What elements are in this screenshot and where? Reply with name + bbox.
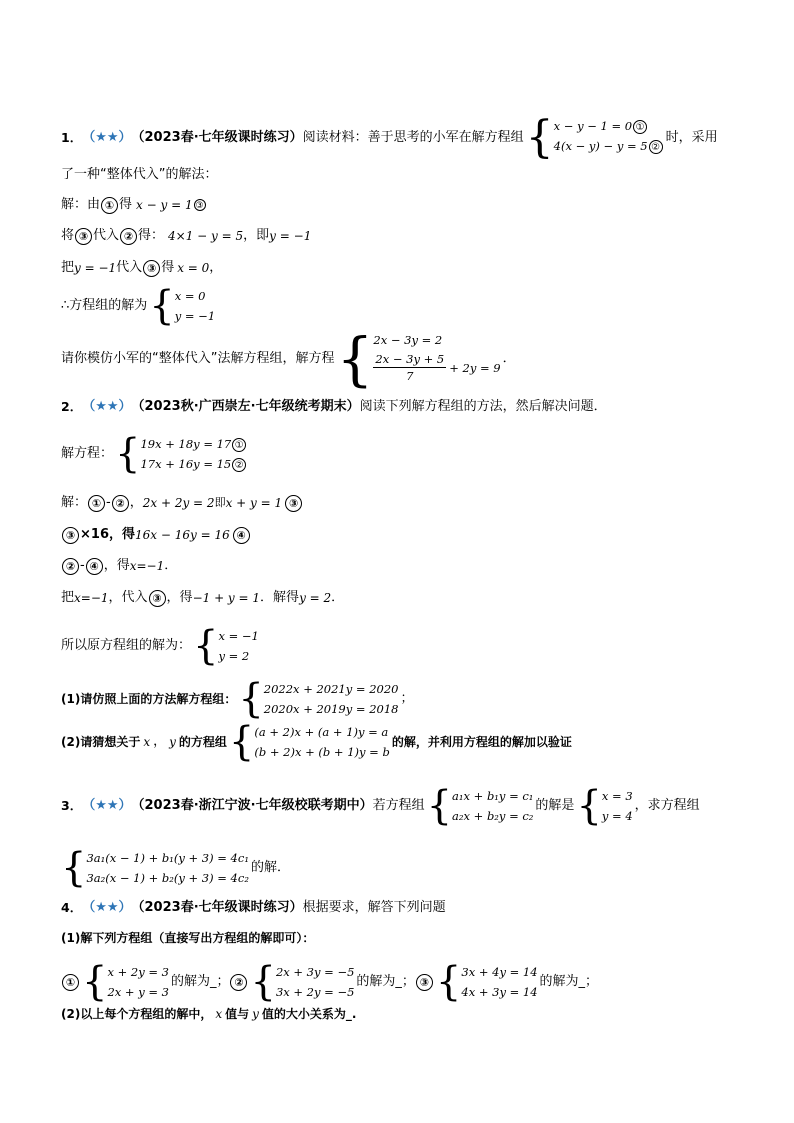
q2-equation-system: { 19x + 18y = 17 ① 17x + 16y = 15 ② bbox=[115, 434, 247, 474]
q1-heading bbox=[61, 112, 718, 163]
q2-heading: 2． （★★） （2023秋·广西崇左·七年级统考期末） 阅读下列解方程组的方法，然后解决问题． bbox=[61, 399, 607, 414]
q4-part-2: (2)以上每个方程组的解中， x 值与 y 值的大小关系为_. bbox=[61, 1007, 357, 1021]
brace-icon: { bbox=[228, 719, 255, 765]
brace-icon: { bbox=[61, 845, 87, 891]
q1-number: 1． bbox=[61, 130, 83, 145]
brace-icon: { bbox=[250, 959, 276, 1005]
q1-line-2: 了一种“整体代入”的解法： bbox=[61, 167, 218, 182]
q2-part1-system: { 2022x + 2021y = 2020 2020x + 2019y = 2018 bbox=[238, 676, 399, 722]
q3-target-system: { 3a₁(x − 1) + b₁(y + 3) = 4c₁ 3a₂(x − 1) + b₂(y + 3) = 4c₂ bbox=[61, 845, 249, 891]
q4-system-b: { 2x + 3y = −5 3x + 2y = −5 bbox=[250, 959, 355, 1005]
brace-icon: { bbox=[193, 623, 219, 669]
brace-icon: { bbox=[576, 783, 602, 829]
q4-difficulty-stars: （★★） bbox=[82, 900, 132, 915]
q1-text-2: 时，采用 bbox=[665, 130, 718, 145]
q2-solution-system: { x = −1 y = 2 bbox=[193, 623, 259, 669]
q2-line-5: ② - ④ ，得 x=−1 ． bbox=[61, 557, 177, 575]
brace-icon: { bbox=[525, 112, 554, 163]
q1-line-6: ∴方程组的解为 { x = 0 y = −1 bbox=[61, 283, 216, 329]
q4-systems-row: ① { x + 2y = 3 2x + y = 3 的解为_； ② { 2x + 3y = −5 3x + 2y = −5 的解为_； ③ { 3x + 4y = 14 4x + 3y = 14 的解为_； bbox=[61, 962, 598, 1002]
q2-number: 2． bbox=[61, 399, 83, 414]
q2-source: （2023秋·广西崇左·七年级统考期末） bbox=[131, 399, 360, 414]
q3-line-2: { 3a₁(x − 1) + b₁(y + 3) = 4c₁ 3a₂(x − 1) + b₂(y + 3) = 4c₂ 的解． bbox=[61, 845, 290, 891]
q2-line-7: 所以原方程组的解为： { x = −1 y = 2 bbox=[61, 623, 259, 669]
brace-icon: { bbox=[115, 431, 141, 477]
q2-line-3: 解： ① - ② ， 2x + 2y = 2 即 x + y = 1 ③ bbox=[61, 494, 303, 512]
q2-part2-system: { (a + 2)x + (a + 1)y = a (b + 2)x + (b + 1)y = b bbox=[228, 719, 390, 765]
q1-text-1: 阅读材料：善于思考的小军在解方程组 bbox=[302, 130, 524, 145]
q1-line-7: 请你模仿小军的“整体代入”法解方程组，解方程 { 2x − 3y = 2 $\frac{2x - 3y + 5}{7}$ + 2y = 9 ． bbox=[61, 325, 516, 393]
brace-icon: { bbox=[336, 325, 374, 393]
q2-line-6: 把 x=−1 ，代入 ③ ，得 −1 + y = 1 ．解得 y = 2 ． bbox=[61, 590, 345, 605]
q4-system-c: { 3x + 4y = 14 4x + 3y = 14 bbox=[435, 959, 538, 1005]
q3-heading: 3． （★★） （2023春·浙江宁波·七年级校联考期中） 若方程组 { a₁x + b₁y = c₁ a₂x + b₂y = c₂ 的解是 { x = 3 y = 4 ，求方程组 bbox=[61, 783, 700, 829]
brace-icon: { bbox=[435, 959, 462, 1005]
q4-source: （2023春·七年级课时练习） bbox=[131, 900, 303, 915]
q4-system-a: { x + 2y = 3 2x + y = 3 bbox=[82, 959, 169, 1005]
q1-source: （2023春·七年级课时练习） bbox=[131, 130, 303, 145]
q1-equation-system: { x − y − 1 = 0 ① 4(x − y) − y = 5 ② bbox=[526, 116, 664, 160]
q1-line-3: 解：由 ① 得 x − y = 1 ③ bbox=[61, 197, 204, 212]
q2-line-2: 解方程： { 19x + 18y = 17 ① 17x + 16y = 15 ② bbox=[61, 434, 249, 474]
fraction: $\frac{2x - 3y + 5}{7}$ bbox=[375, 352, 445, 383]
q2-part-2: (2)请猜想关于 x ， y 的方程组 { (a + 2)x + (a + 1)y = a (b + 2)x + (b + 1)y = b 的解，并利用方程组的解加以验证 bbox=[61, 719, 572, 765]
q4-number: 4． bbox=[61, 900, 83, 915]
q1-solution-system: { x = 0 y = −1 bbox=[149, 283, 216, 329]
q3-given-solution: { x = 3 y = 4 bbox=[576, 783, 633, 829]
q3-source: （2023春·浙江宁波·七年级校联考期中） bbox=[131, 798, 373, 813]
q4-part-1: (1)解下列方程组（直接写出方程组的解即可）： bbox=[61, 931, 315, 945]
q1-line-5: 把 y = −1 代入 ③ 得 x = 0 ， bbox=[61, 260, 223, 275]
q2-line-4: ③ ×16，得 16x − 16y = 16 ④ bbox=[61, 526, 251, 544]
q2-part-1: (1)请仿照上面的方法解方程组： { 2022x + 2021y = 2020 2020x + 2019y = 2018 ； bbox=[61, 676, 414, 722]
brace-icon: { bbox=[426, 783, 453, 829]
q4-heading: 4． （★★） （2023春·七年级课时练习） 根据要求，解答下列问题 bbox=[61, 900, 446, 915]
q3-difficulty-stars: （★★） bbox=[82, 798, 132, 813]
q3-given-system: { a₁x + b₁y = c₁ a₂x + b₂y = c₂ bbox=[426, 783, 534, 829]
q1-difficulty-stars: （★★） bbox=[82, 130, 132, 145]
brace-icon: { bbox=[149, 283, 175, 329]
q1-task-system: { 2x − 3y = 2 $\frac{2x - 3y + 5}{7}$ + 2y = 9 bbox=[336, 325, 501, 393]
brace-icon: { bbox=[82, 959, 108, 1005]
brace-icon: { bbox=[238, 676, 264, 722]
q1-line-4: 将 ③ 代入 ② 得： 4×1 − y = 5 ，即 y = −1 bbox=[61, 228, 312, 243]
q3-number: 3． bbox=[61, 798, 83, 813]
q2-difficulty-stars: （★★） bbox=[82, 399, 132, 414]
